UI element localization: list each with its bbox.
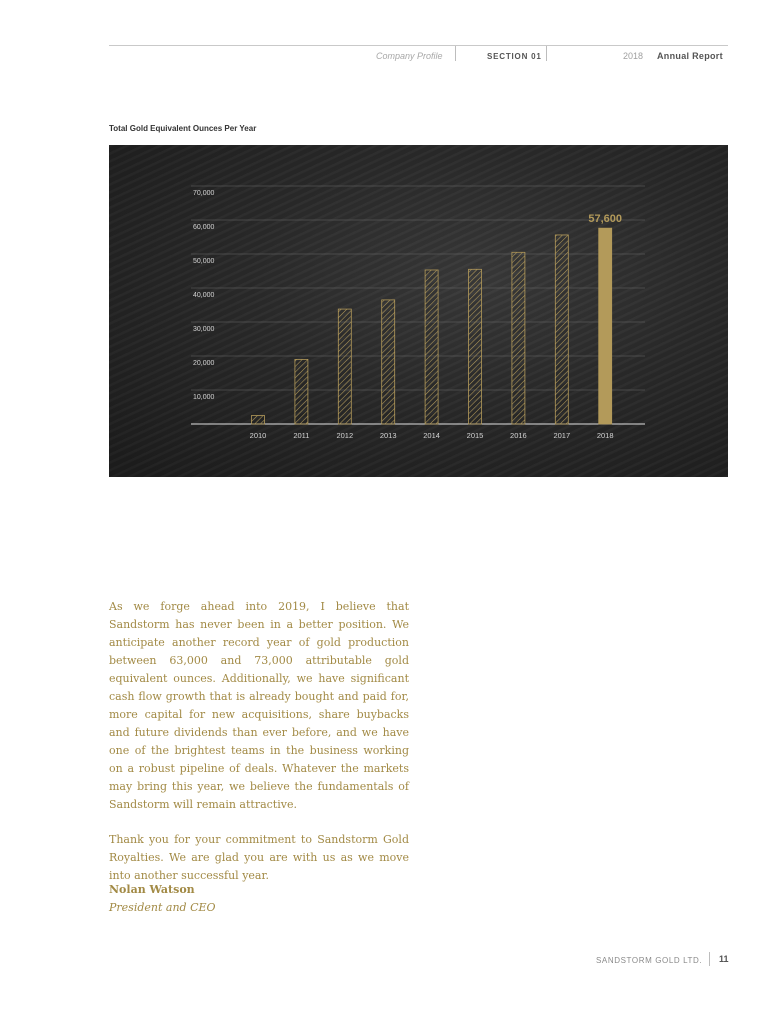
header-divider <box>455 46 456 61</box>
bar-2011 <box>295 359 308 424</box>
bar-2010 <box>252 416 265 425</box>
chart-title: Total Gold Equivalent Ounces Per Year <box>109 124 257 133</box>
y-tick-label: 10,000 <box>193 394 215 401</box>
header-year: 2018 <box>623 51 644 61</box>
y-tick-label: 50,000 <box>193 258 215 265</box>
bar-2017 <box>555 235 568 424</box>
x-tick-label: 2012 <box>336 431 354 440</box>
footer-company: SANDSTORM GOLD LTD. <box>596 956 703 965</box>
y-tick-label: 20,000 <box>193 360 215 367</box>
x-tick-label: 2016 <box>510 431 527 440</box>
y-tick-label: 30,000 <box>193 326 215 333</box>
chart-panel <box>109 145 728 477</box>
header-section-number: SECTION 01 <box>487 52 542 61</box>
bar-2013 <box>382 300 395 424</box>
x-tick-label: 2011 <box>293 431 310 440</box>
ceo-letter <box>109 598 409 885</box>
bar-2016 <box>512 252 525 424</box>
header-section-label: Company Profile <box>376 51 443 61</box>
bar-chart <box>109 145 728 477</box>
signature-title: President and CEO <box>109 901 216 914</box>
bar-2015 <box>469 269 482 424</box>
header-divider <box>546 46 547 61</box>
x-tick-label: 2013 <box>379 431 397 440</box>
header-rule <box>109 45 728 46</box>
y-tick-label: 60,000 <box>193 224 215 231</box>
x-tick-label: 2018 <box>596 431 614 440</box>
x-tick-label: 2010 <box>249 431 267 440</box>
letter-paragraph: Thank you for your commitment to Sandstorm Gold Royalties. We are glad you are with us as we move into another successful year. <box>109 833 409 882</box>
bar-2012 <box>338 309 351 424</box>
y-tick-label: 40,000 <box>193 292 215 299</box>
signature-name: Nolan Watson <box>109 883 195 896</box>
x-tick-label: 2017 <box>553 431 571 440</box>
bar-2014 <box>425 270 438 424</box>
data-label: 57,600 <box>588 213 623 226</box>
bar-2018 <box>599 228 612 424</box>
page-number: 11 <box>719 954 729 964</box>
x-tick-label: 2015 <box>466 431 484 440</box>
letter-paragraph: As we forge ahead into 2019, I believe that Sandstorm has never been in a better position. We anticipate another record year of gold production between 63,000 and 73,000 attributable gold equivalent ounces. Additionally, we have significant cash flow growth that is already bought and paid for, more capital for new acquisitions, share buybacks and future dividends than ever before, and we have one of the brightest teams in the business working on a robust pipeline of deals. Whatever the markets may bring this year, we believe the fundamentals of Sandstorm will remain attractive. <box>109 600 409 811</box>
y-tick-label: 70,000 <box>193 190 215 197</box>
header-report-title: Annual Report <box>657 51 723 61</box>
x-tick-label: 2014 <box>423 431 440 440</box>
footer-divider <box>709 952 710 966</box>
